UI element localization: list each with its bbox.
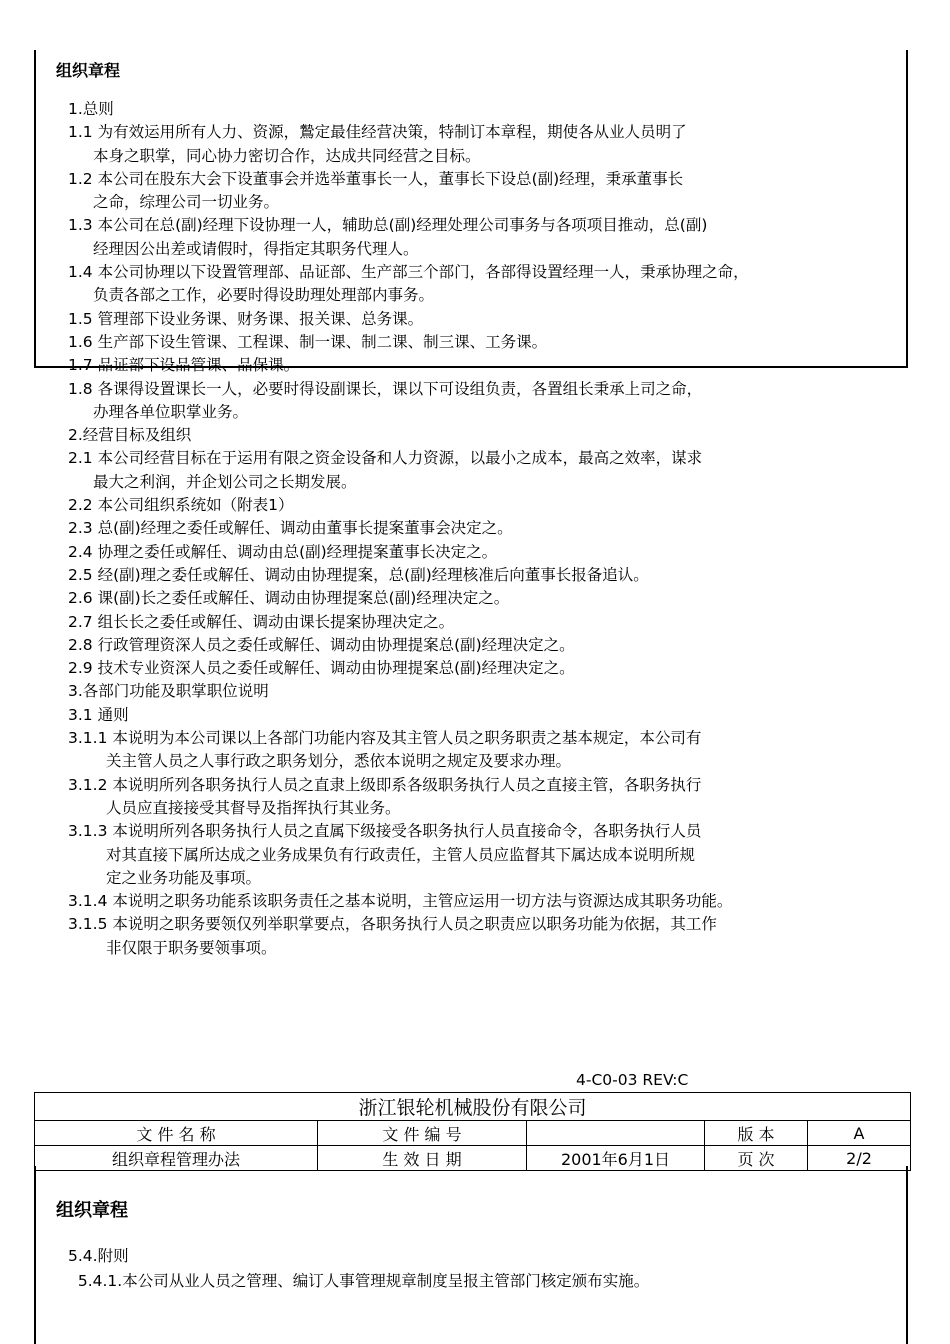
paragraph-line: 2.7 组长长之委任或解任、调动由课长提案协理决定之。 xyxy=(68,612,455,631)
paragraph-line: 2.8 行政管理资深人员之委任或解任、调动由协理提案总(副)经理决定之。 xyxy=(68,635,575,654)
paragraph-line: 2.6 课(副)长之委任或解任、调动由协理提案总(副)经理决定之。 xyxy=(68,589,510,608)
effective-date-label: 生 效 日 期 xyxy=(318,1146,527,1171)
company-name: 浙江银轮机械股份有限公司 xyxy=(35,1093,911,1121)
paragraph-line: 2.4 协理之委任或解任、调动由总(副)经理提案董事长决定之。 xyxy=(68,542,498,561)
page-title-2: 组织章程 xyxy=(56,1200,128,1221)
paragraph-continuation: 定之业务功能及事项。 xyxy=(106,868,262,887)
paragraph-line: 3.1.2 本说明所列各职务执行人员之直隶上级即系各级职务执行人员之直接主管，各职务执行 xyxy=(68,775,702,794)
paragraph-continuation: 之命，综理公司一切业务。 xyxy=(93,193,280,212)
paragraph-continuation: 本身之职掌，同心协力密切合作，达成共同经营之目标。 xyxy=(93,146,481,165)
paragraph-line: 1.总则 xyxy=(68,100,114,118)
paragraph-line: 2.5 经(副)理之委任或解任、调动由协理提案，总(副)经理核准后向董事长报备追认。 xyxy=(68,565,649,584)
effective-date-value: 2001年6月1日 xyxy=(527,1146,705,1171)
paragraph-continuation: 办理各单位职掌业务。 xyxy=(93,402,249,421)
paragraph-line: 3.1.5 本说明之职务要领仅列举职掌要点，各职务执行人员之职责应以职务功能为依据，其工作 xyxy=(68,915,717,934)
version-value: A xyxy=(808,1121,911,1146)
paragraph-line: 3.1.4 本说明之职务功能系该职务责任之基本说明，主管应运用一切方法与资源达成其职务功能。 xyxy=(68,892,733,911)
paragraph-line: 1.4 本公司协理以下设置管理部、品证部、生产部三个部门，各部得设置经理一人，秉承协理之命， xyxy=(68,263,749,282)
paragraph-line: 3.1 通则 xyxy=(68,705,129,724)
page-title: 组织章程 xyxy=(56,61,121,80)
paragraph-line: 2.2 本公司组织系统如（附表1） xyxy=(68,496,294,515)
appendix-clause: 5.4.1.本公司从业人员之管理、编订人事管理规章制度呈报主管部门核定颁布实施。 xyxy=(68,1272,650,1290)
paragraph-continuation: 最大之利润，并企划公司之长期发展。 xyxy=(93,472,357,491)
document-body xyxy=(68,98,898,960)
paragraph-line: 1.5 管理部下设业务课、财务课、报关课、总务课。 xyxy=(68,309,424,328)
paragraph-line: 1.1 为有效运用所有人力、资源，鷙定最佳经营决策，特制订本章程，期使各从业人员明了 xyxy=(68,123,687,142)
paragraph-line: 1.2 本公司在股东大会下设董事会并选举董事长一人，董事长下设总(副)经理，秉承董事长 xyxy=(68,169,684,188)
paragraph-continuation: 关主管人员之人事行政之职务划分，悉依本说明之规定及要求办理。 xyxy=(106,752,572,771)
paragraph-continuation: 经理因公出差或请假时，得指定其职务代理人。 xyxy=(93,239,419,258)
document-info-table xyxy=(34,1092,911,1171)
doc-name-label: 文 件 名 称 xyxy=(35,1121,318,1146)
paragraph-continuation: 对其直接下属所达成之业务成果负有行政责任，主管人员应监督其下属达成本说明所规 xyxy=(106,845,696,864)
appendix-heading: 5.4.附则 xyxy=(68,1247,129,1265)
page-label: 页 次 xyxy=(705,1146,808,1171)
paragraph-continuation: 负责各部之工作，必要时得设助理处理部内事务。 xyxy=(93,286,435,305)
paragraph-line: 2.经营目标及组织 xyxy=(68,426,192,445)
paragraph-continuation: 非仅限于职务要领事项。 xyxy=(106,938,277,957)
paragraph-line: 1.3 本公司在总(副)经理下设协理一人，辅助总(副)经理处理公司事务与各项项目推动，总(副) xyxy=(68,216,708,235)
paragraph-line: 3.1.3 本说明所列各职务执行人员之直属下级接受各职务执行人员直接命令，各职务执行人员 xyxy=(68,822,702,841)
paragraph-line: 2.9 技术专业资深人员之委任或解任、调动由协理提案总(副)经理决定之。 xyxy=(68,659,575,678)
page-value: 2/2 xyxy=(808,1146,911,1171)
paragraph-line: 2.1 本公司经营目标在于运用有限之资金设备和人力资源，以最小之成本，最高之效率，谋求 xyxy=(68,449,703,468)
paragraph-line: 3.1.1 本说明为本公司课以上各部门功能内容及其主管人员之职务职责之基本规定，本公司有 xyxy=(68,729,702,748)
paragraph-line: 2.3 总(副)经理之委任或解任、调动由董事长提案董事会决定之。 xyxy=(68,519,513,538)
paragraph-line: 3.各部门功能及职掌职位说明 xyxy=(68,682,269,701)
paragraph-line: 1.7 品证部下设品管课、品保课。 xyxy=(68,356,300,375)
doc-number-value xyxy=(527,1121,705,1146)
doc-number-label: 文 件 编 号 xyxy=(318,1121,527,1146)
paragraph-line: 1.6 生产部下设生管课、工程课、制一课、制二课、制三课、工务课。 xyxy=(68,332,548,351)
paragraph-continuation: 人员应直接接受其督导及指挥执行其业务。 xyxy=(106,798,401,817)
doc-name-value: 组织章程管理办法 xyxy=(35,1146,318,1171)
revision-code: 4-C0-03 REV:C xyxy=(576,1071,689,1089)
version-label: 版 本 xyxy=(705,1121,808,1146)
paragraph-line: 1.8 各课得设置课长一人，必要时得设副课长，课以下可设组负责，各置组长秉承上司之命， xyxy=(68,379,703,398)
appendix-section xyxy=(68,1244,649,1294)
